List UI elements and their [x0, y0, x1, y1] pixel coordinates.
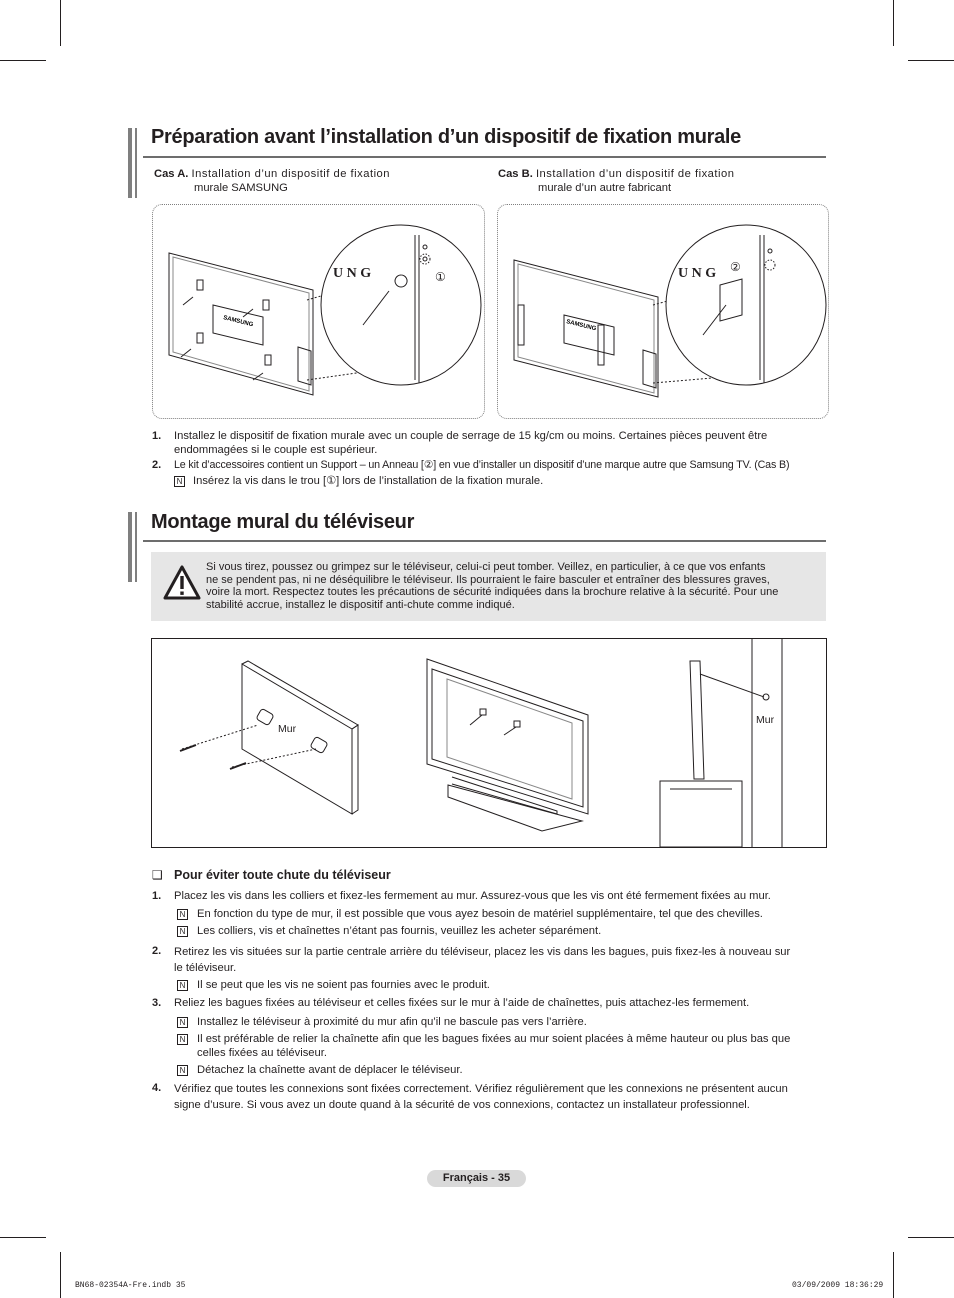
section-bar	[135, 128, 137, 198]
case-b-caption	[498, 167, 798, 195]
brand-text-a: SAMSUNG	[222, 315, 254, 329]
step-2-line1: Retirez les vis situées sur la partie centrale arrière du téléviseur, placez les vis dans les bagues, puis fixez-les à nouveau sur	[174, 946, 791, 958]
step-4-line1: Vérifiez que toutes les connexions sont fixées correctement. Vérifiez régulièrement que les connexions ne présentent aucun	[174, 1083, 788, 1095]
step-2-number: 2.	[152, 459, 162, 471]
wall-label-1: Mur	[278, 723, 297, 735]
crop-mark	[0, 1237, 46, 1238]
note-icon: N	[177, 980, 188, 991]
section-bar	[128, 128, 132, 198]
anti-fall-drawing	[152, 639, 826, 847]
note-icon: N	[174, 476, 185, 487]
wall-letters-b: U N G	[678, 266, 717, 281]
step-4-text	[174, 1081, 834, 1113]
section-bar	[128, 512, 132, 582]
step-3-number: 3.	[152, 997, 162, 1009]
warning-box	[151, 552, 826, 621]
step-1-number: 1.	[152, 890, 162, 902]
tv-back-illustration-a	[153, 205, 484, 418]
case-b-label: Cas B.	[498, 168, 533, 180]
subheading: Pour éviter toute chute du téléviseur	[174, 868, 391, 882]
figure-case-a	[152, 204, 485, 419]
callout-2: ②	[730, 260, 741, 274]
section-bar	[135, 512, 137, 582]
note-2a: Il se peut que les vis ne soient pas fournies avec le produit.	[197, 979, 490, 991]
section-title: Montage mural du téléviseur	[151, 511, 415, 533]
note-3b	[197, 1032, 837, 1060]
crop-mark	[0, 60, 46, 61]
note-icon: N	[177, 926, 188, 937]
callout-1: ①	[435, 270, 446, 284]
step-1-text: Placez les vis dans les colliers et fixez-les fermement au mur. Assurez-vous que les vis ont été fermement fixées au mur.	[174, 890, 771, 902]
step-1-line2: endommagées si le couple est supérieur.	[174, 444, 378, 456]
note-icon: N	[177, 909, 188, 920]
figure-case-b	[497, 204, 829, 419]
warning-line3: voire la mort. Respectez toutes les précautions de sécurité indiquées dans la brochure relative à la sécurité. Pour une	[206, 586, 779, 598]
anti-fall-illustration	[151, 638, 827, 848]
step-2-line1: Le kit d’accessoires contient un Support – un Anneau [②] en vue d’installer un dispositif d’une marque autre que Samsung TV. (Cas B)	[174, 459, 790, 471]
crop-mark	[893, 0, 894, 46]
case-b-line1: Installation d’un dispositif de fixation	[535, 168, 735, 180]
warning-line4: stabilité accrue, installez le dispositif anti-chute comme indiqué.	[206, 598, 515, 611]
step-2-number: 2.	[152, 945, 162, 957]
note-3a: Installez le téléviseur à proximité du mur afin qu’il ne bascule pas vers l’arrière.	[197, 1016, 587, 1028]
subheading-checkbox-icon: ❑	[152, 868, 163, 882]
warning-line2: ne se pendent pas, ni ne déséquilibre le téléviseur. Ils pourraient le faire basculer et entraîner des blessures graves,	[206, 573, 770, 586]
note-icon: N	[177, 1065, 188, 1076]
note-icon: N	[177, 1034, 188, 1045]
step-1-number: 1.	[152, 430, 162, 442]
note-1a: En fonction du type de mur, il est possible que vous ayez besoin de matériel supplémentaire, tel que des chevilles.	[197, 908, 763, 920]
note-3b-line2: celles fixées au téléviseur.	[197, 1047, 327, 1059]
footer-file: BN68-02354A-Fre.indb 35	[75, 1281, 186, 1290]
step-2-text	[174, 944, 834, 976]
wall-letters-a: U N G	[333, 266, 372, 281]
note-3c: Détachez la chaînette avant de déplacer le téléviseur.	[197, 1064, 463, 1076]
footer-date: 03/09/2009 18:36:29	[792, 1281, 884, 1290]
section-title: Préparation avant l’installation d’un dispositif de fixation murale	[151, 126, 741, 148]
case-a-label: Cas A.	[154, 168, 189, 180]
warning-text	[206, 561, 826, 611]
step-1-text	[174, 429, 834, 457]
crop-mark	[893, 1252, 894, 1298]
title-rule	[143, 540, 826, 542]
warning-triangle-icon	[162, 564, 202, 604]
note-1b: Les colliers, vis et chaînettes n’étant pas fournis, veuillez les acheter séparément.	[197, 925, 602, 937]
crop-mark	[60, 1252, 61, 1298]
crop-mark	[908, 60, 954, 61]
wall-label-2: Mur	[756, 714, 775, 726]
case-a-line1: Installation d’un dispositif de fixation	[191, 168, 391, 180]
tv-back-illustration-b	[498, 205, 828, 418]
step-2-text	[174, 458, 834, 472]
case-a-caption	[154, 167, 454, 195]
page-number-badge: Français - 35	[427, 1170, 526, 1187]
note-icon: N	[177, 1017, 188, 1028]
warning-line1: Si vous tirez, poussez ou grimpez sur le téléviseur, celui-ci peut tomber. Veillez, en particulier, à ce que vos enfants	[206, 561, 766, 573]
step-4-number: 4.	[152, 1082, 162, 1094]
title-rule	[143, 156, 826, 158]
step-1-line1: Installez le dispositif de fixation murale avec un couple de serrage de 15 kg/cm ou moins. Certaines pièces peuvent être	[174, 430, 768, 442]
step-3-text: Reliez les bagues fixées au téléviseur et celles fixées sur le mur à l’aide de chaînettes, puis attachez-les fermement.	[174, 997, 750, 1009]
crop-mark	[60, 0, 61, 46]
brand-text-b: SAMSUNG	[565, 319, 597, 333]
step-4-line2: signe d’usure. Si vous avez un doute quand à la sécurité de vos connexions, contactez un installateur professionnel.	[174, 1099, 750, 1111]
case-b-line2: murale d’un autre fabricant	[538, 182, 672, 194]
crop-mark	[908, 1237, 954, 1238]
note-3b-line1: Il est préférable de relier la chaînette afin que les bagues fixées au mur soient placées à même hauteur ou plus bas que	[197, 1033, 791, 1045]
note-text: Insérez la vis dans le trou [①] lors de l’installation de la fixation murale.	[193, 475, 544, 487]
case-a-line2: murale SAMSUNG	[194, 182, 288, 194]
step-2-line2: le téléviseur.	[174, 962, 237, 974]
